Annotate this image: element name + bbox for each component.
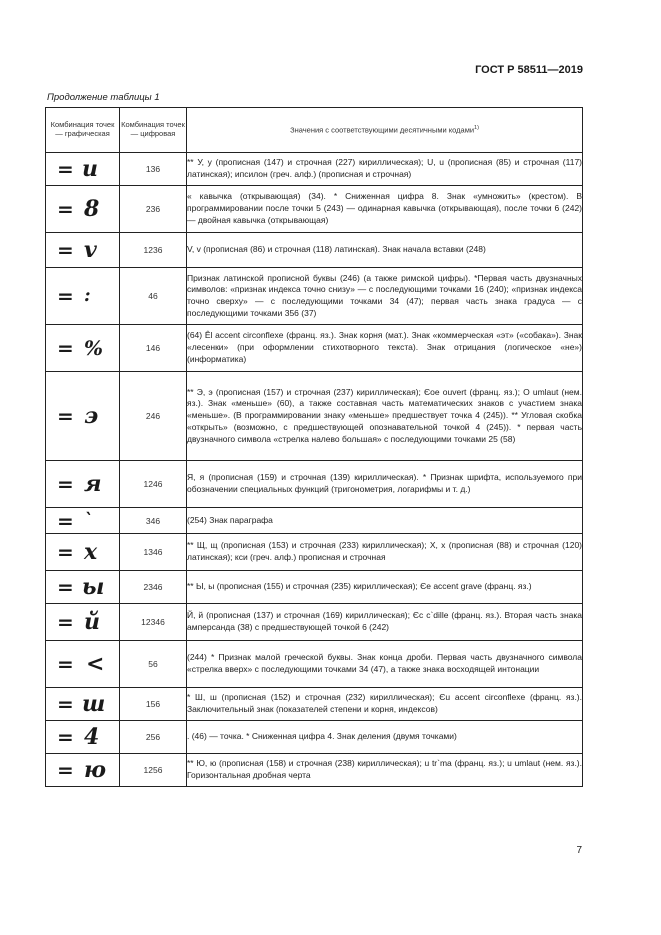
graphic-glyph: % [84, 336, 104, 360]
header-graphic-combination: Комбинация точек — графическая [46, 108, 120, 153]
meaning-cell: (64) Êl accent circonflexe (франц. яз.). Знак корня (мат.). Знак «коммерческая «эт» («собака»). Знак «лесенки» (при оформлении стихотворного текста). Знак отрицания (логическое «не») (информатика) [187, 325, 583, 372]
digital-code-cell: 1256 [120, 754, 187, 787]
table-row [46, 325, 583, 372]
graphic-glyph: x [84, 539, 98, 565]
digital-code-cell: 1236 [120, 233, 187, 268]
digital-code-cell: 146 [120, 325, 187, 372]
digital-code-cell: 46 [120, 268, 187, 325]
digital-code-cell: 236 [120, 186, 187, 233]
table-caption: Продолжение таблицы 1 [47, 92, 160, 103]
meaning-cell: ** Ы, ы (прописная (155) и строчная (235) кириллическая); Єe accent grave (франц. яз.) [187, 571, 583, 604]
table-row [46, 571, 583, 604]
graphic-combination-cell [46, 534, 120, 571]
graphic-glyph: < [86, 651, 105, 677]
meaning-cell: (254) Знак параграфа [187, 508, 583, 534]
equals-sign: = [57, 284, 74, 308]
table-row [46, 754, 583, 787]
graphic-glyph: : [84, 285, 91, 306]
digital-code-cell: 256 [120, 721, 187, 754]
graphic-glyph: я [84, 471, 102, 497]
document-code: ГОСТ Р 58511—2019 [475, 64, 583, 76]
table-row [46, 604, 583, 641]
equals-sign: = [57, 540, 74, 564]
digital-code-cell: 56 [120, 641, 187, 688]
graphic-combination-cell [46, 508, 120, 534]
graphic-glyph: 8 [84, 196, 100, 222]
table-row [46, 688, 583, 721]
equals-sign: = [57, 758, 74, 782]
equals-sign: = [57, 238, 74, 262]
equals-sign: = [57, 610, 74, 634]
graphic-glyph: 4 [84, 724, 100, 750]
braille-table [45, 107, 583, 787]
graphic-glyph: ы [82, 574, 105, 600]
meaning-cell: Признак латинской прописной буквы (246) (а также римской цифры). *Первая часть двузначных символов: «признак индекса точно снизу» — с последующими точками 16 (240); «признак индекса точно сверху» — с последующими точками 34 (47); первая часть знака градуса — с последующими точками 356 (37) [187, 268, 583, 325]
graphic-glyph: u [82, 156, 98, 182]
meaning-cell: V, v (прописная (86) и строчная (118) латинская). Знак начала вставки (248) [187, 233, 583, 268]
footnote-marker: 1) [474, 124, 479, 131]
graphic-combination-cell [46, 325, 120, 372]
meaning-cell: Й, й (прописная (137) и строчная (169) кириллическая); Єc c`dille (франц. яз.). Вторая часть знака амперсанда (38) с предшествующей точкой 6 (242) [187, 604, 583, 641]
graphic-glyph: й [84, 609, 100, 635]
table-row [46, 233, 583, 268]
table-row [46, 508, 583, 534]
graphic-glyph: э [84, 403, 99, 429]
digital-code-cell: 346 [120, 508, 187, 534]
table-row [46, 186, 583, 233]
graphic-combination-cell [46, 721, 120, 754]
table-row [46, 461, 583, 508]
page-number: 7 [576, 845, 582, 856]
graphic-combination-cell [46, 153, 120, 186]
table-row [46, 372, 583, 461]
equals-sign: = [57, 197, 74, 221]
graphic-glyph: ш [82, 691, 106, 717]
digital-code-cell: 1246 [120, 461, 187, 508]
meaning-cell: ** Э, э (прописная (157) и строчная (237) кириллическая); Єое ouvert (франц. яз.); О umlaut (нем. яз.). Знак «меньше» (60), а также составная часть математических знаков с участием знака «меньше». (В программировании знаку «меньше» предшествует точка 4 (245)). ** Угловая скобка «открыть» (возможно, с предшествующей опознавательной точкой 4 (245)). * первая часть двузначного символа «стрелка налево большая» с последующими точками 25 (58) [187, 372, 583, 461]
equals-sign: = [57, 157, 74, 181]
graphic-combination-cell [46, 571, 120, 604]
equals-sign: = [57, 472, 74, 496]
digital-code-cell: 1346 [120, 534, 187, 571]
graphic-combination-cell [46, 461, 120, 508]
meaning-cell: * Ш, ш (прописная (152) и строчная (232) кириллическая); Єu accent circonflexe (франц. яз.). Заключительный знак (показателей степени и корня, индексов) [187, 688, 583, 721]
equals-sign: = [57, 652, 74, 676]
equals-sign: = [57, 692, 74, 716]
table-header-row [46, 108, 583, 153]
table-row [46, 268, 583, 325]
meaning-cell: Я, я (прописная (159) и строчная (139) кириллическая). * Признак шрифта, используемого при обозначении специальных функций (тригонометрия, логарифмы и т. д.) [187, 461, 583, 508]
graphic-combination-cell [46, 233, 120, 268]
meaning-cell: ** Щ, щ (прописная (153) и строчная (233) кириллическая); X, x (прописная (88) и строчная (120) латинская); кси (греч. алф.) прописная и строчная [187, 534, 583, 571]
header-digital-combination: Комбинация точек — цифровая [120, 108, 187, 153]
meaning-cell: ** У, у (прописная (147) и строчная (227) кириллическая); U, u (прописная (85) и строчная (117) латинская); ипсилон (греч. алф.) (прописная и строчная) [187, 153, 583, 186]
graphic-combination-cell [46, 688, 120, 721]
meaning-cell: (244) * Признак малой греческой буквы. Знак конца дроби. Первая часть двузначного символа «стрелка вверх» с последующими точками 34 (47), а также знака восходящей интонации [187, 641, 583, 688]
graphic-glyph: v [84, 237, 97, 263]
table-row [46, 534, 583, 571]
graphic-glyph: ю [84, 757, 107, 783]
graphic-combination-cell [46, 372, 120, 461]
table-row [46, 641, 583, 688]
equals-sign: = [57, 508, 74, 533]
graphic-combination-cell [46, 754, 120, 787]
digital-code-cell: 156 [120, 688, 187, 721]
digital-code-cell: 136 [120, 153, 187, 186]
digital-code-cell: 12346 [120, 604, 187, 641]
meaning-cell: « кавычка (открывающая) (34). * Сниженная цифра 8. Знак «умножить» (крестом). В программировании после точки 5 (243) — одинарная кавычка (открывающая), после точки 6 (242) — двойная кавычка (открывающая) [187, 186, 583, 233]
table-row [46, 153, 583, 186]
digital-code-cell: 246 [120, 372, 187, 461]
graphic-combination-cell [46, 641, 120, 688]
header-meanings: Значения с соответствующими десятичными кодами$^{1)}$ [187, 108, 583, 153]
meaning-cell: ** Ю, ю (прописная (158) и строчная (238) кириллическая); u tr`ma (франц. яз.); u umlaut (нем. яз.). Горизонтальная дробная черта [187, 754, 583, 787]
meaning-cell: . (46) — точка. * Сниженная цифра 4. Знак деления (двумя точками) [187, 721, 583, 754]
digital-code-cell: 2346 [120, 571, 187, 604]
equals-sign: = [57, 575, 74, 599]
graphic-combination-cell [46, 186, 120, 233]
graphic-combination-cell [46, 268, 120, 325]
table-row [46, 721, 583, 754]
equals-sign: = [57, 336, 74, 360]
equals-sign: = [57, 725, 74, 749]
equals-sign: = [57, 404, 74, 428]
graphic-combination-cell [46, 604, 120, 641]
graphic-glyph: ` [84, 509, 93, 531]
